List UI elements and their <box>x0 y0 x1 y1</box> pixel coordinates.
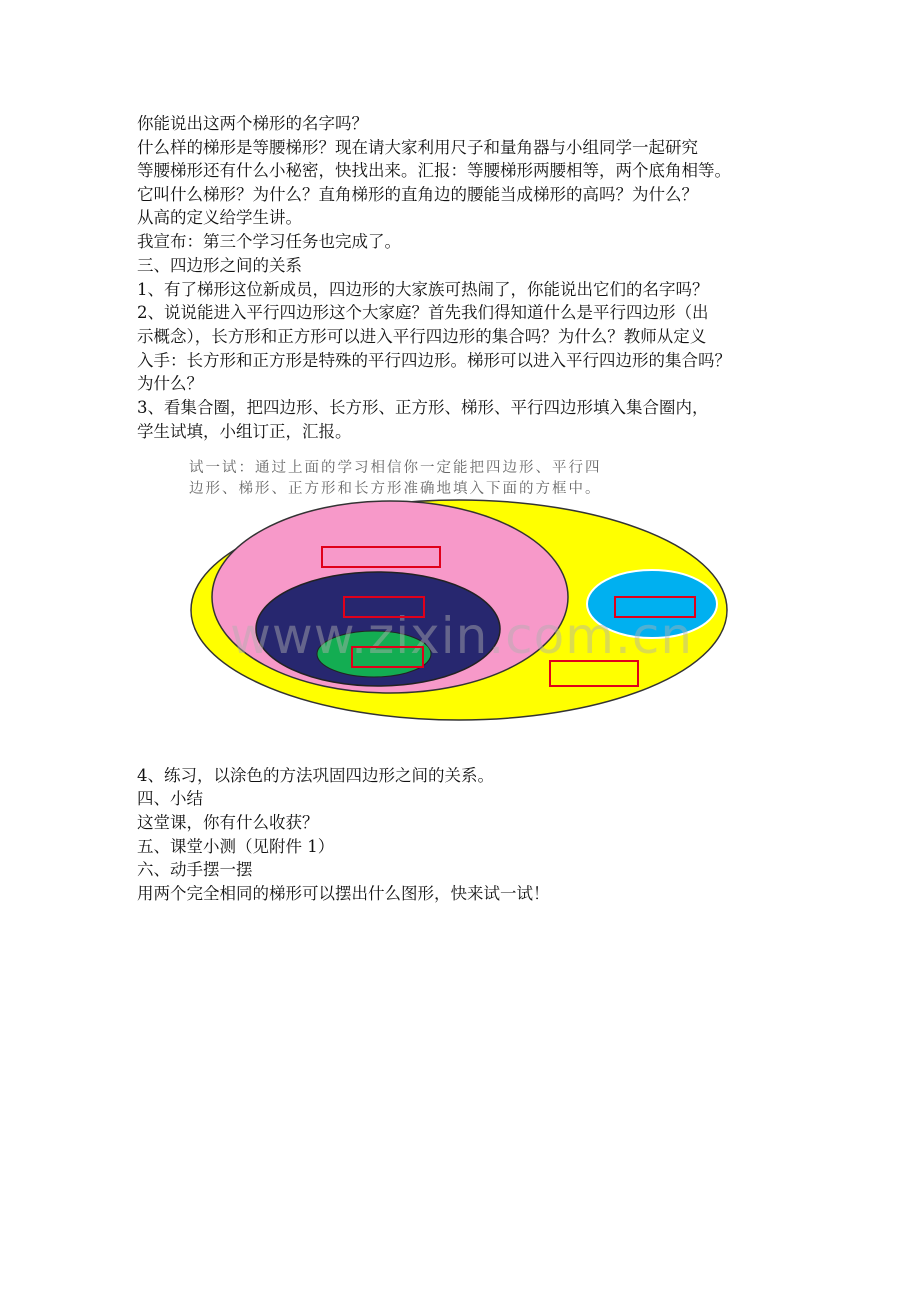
set-circle-diagram <box>185 455 745 740</box>
section-heading-6: 六、动手摆一摆 <box>137 860 253 879</box>
item-1: 1、有了梯形这位新成员，四边形的大家族可热闹了，你能说出它们的名字吗？ <box>137 280 709 299</box>
paragraph-height-definition: 从高的定义给学生讲。 <box>137 208 302 227</box>
item-2-line-3: 入手：长方形和正方形是特殊的平行四边形。梯形可以进入平行四边形的集合吗？ <box>137 351 731 370</box>
section-heading-3: 三、四边形之间的关系 <box>137 256 302 275</box>
item-3-line-1: 3、看集合圈，把四边形、长方形、正方形、梯形、平行四边形填入集合圈内， <box>137 398 709 417</box>
set-diagram-svg <box>185 455 745 740</box>
section-heading-4: 四、小结 <box>137 789 203 808</box>
activity-instruction: 用两个完全相同的梯形可以摆出什么图形，快来试一试！ <box>137 884 550 903</box>
paragraph-right-trapezoid: 它叫什么梯形？为什么？直角梯形的直角边的腰能当成梯形的高吗？为什么？ <box>137 185 698 204</box>
summary-question: 这堂课，你有什么收获？ <box>137 813 319 832</box>
item-2-line-2: 示概念），长方形和正方形可以进入平行四边形的集合吗？为什么？教师从定义 <box>137 327 707 346</box>
watermark: www.zixin.com.cn <box>230 607 694 665</box>
paragraph-isosceles-2: 等腰梯形还有什么小秘密，快找出来。汇报：等腰梯形两腰相等，两个底角相等。 <box>137 161 731 180</box>
item-2-line-1: 2、说说能进入平行四边形这个大家庭？首先我们得知道什么是平行四边形（出 <box>137 303 709 322</box>
paragraph-isosceles-1: 什么样的梯形是等腰梯形？现在请大家利用尺子和量角器与小组同学一起研究 <box>137 138 698 157</box>
item-2-line-4: 为什么？ <box>137 374 203 393</box>
section-heading-5: 五、课堂小测（见附件 1） <box>137 837 335 856</box>
figure-caption-line-2: 边形、梯形、正方形和长方形准确地填入下面的方框中。 <box>189 481 602 497</box>
question-trapezoid-names: 你能说出这两个梯形的名字吗？ <box>137 114 368 133</box>
paragraph-task-complete: 我宣布：第三个学习任务也完成了。 <box>137 232 401 251</box>
item-3-line-2: 学生试填，小组订正，汇报。 <box>137 422 352 441</box>
item-4: 4、练习，以涂色的方法巩固四边形之间的关系。 <box>137 766 494 785</box>
figure-caption-line-1: 试一试：通过上面的学习相信你一定能把四边形、平行四 <box>189 460 602 476</box>
